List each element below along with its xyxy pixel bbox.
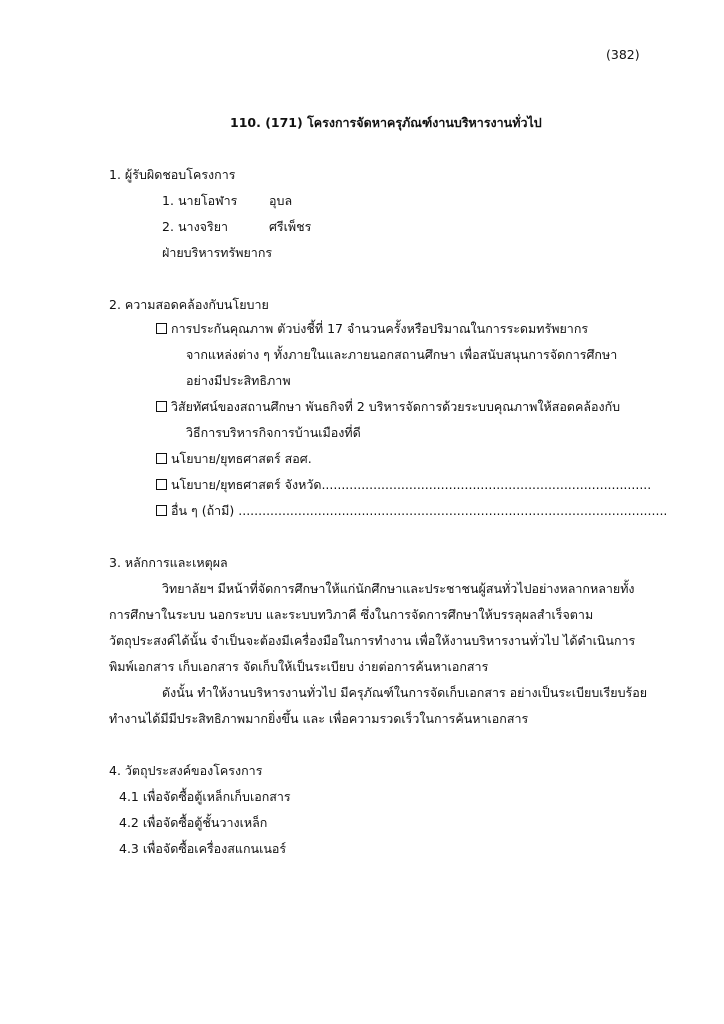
checkbox-ovec-policy[interactable]: [156, 453, 312, 466]
item1-line1: การประกันคุณภาพ ตัวบ่งชี้ที่ 17 จำนวนครั้งหรือปริมาณในการระดมทรัพยากร: [171, 321, 589, 336]
item4-label: นโยบาย/ยุทธศาสตร์ จังหวัด...................................................................................: [171, 477, 652, 492]
department: ฝ่ายบริหารทรัพยากร: [162, 245, 273, 260]
objective-item-3: 4.3 เพื่อจัดซื้อเครื่องสแกนเนอร์: [119, 841, 287, 856]
person1-surname: อุบล: [269, 193, 293, 208]
item1-line3: อย่างมีประสิทธิภาพ: [186, 373, 291, 388]
item2-line2: วิธีการบริหารกิจการบ้านเมืองที่ดี: [186, 425, 361, 440]
item2-line1: วิสัยทัศน์ของสถานศึกษา พันธกิจที่ 2 บริหารจัดการด้วยระบบคุณภาพให้สอดคล้องกับ: [171, 399, 621, 414]
person2-surname: ศรีเพ็ชร: [269, 219, 312, 234]
section4-heading: 4. วัตถุประสงค์ของโครงการ: [109, 763, 263, 778]
checkbox-vision[interactable]: [156, 401, 620, 414]
checkbox-icon: [156, 401, 167, 412]
rationale-line2: การศึกษาในระบบ นอกระบบ และระบบทวิภาคี ซึ่งในการจัดการศึกษาให้บรรลุผลสำเร็จตาม: [109, 607, 594, 622]
checkbox-icon: [156, 323, 167, 334]
section2-heading: 2. ความสอดคล้องกับนโยบาย: [109, 297, 269, 312]
person1-number: 1.: [162, 193, 174, 208]
rationale-line6: ทำงานได้มีมีประสิทธิภาพมากยิ่งขึ้น และ เพื่อความรวดเร็วในการค้นหาเอกสาร: [109, 711, 529, 726]
page-number: (382): [606, 47, 640, 62]
rationale-line3: วัตถุประสงค์ได้นั้น จำเป็นจะต้องมีเครื่องมือในการทำงาน เพื่อให้งานบริหารงานทั่วไป ได้ดำเนินการ: [109, 633, 636, 648]
checkbox-quality-assurance[interactable]: [156, 323, 588, 336]
page-title: 110. (171) โครงการจัดหาครุภัณฑ์งานบริหารงานทั่วไป: [230, 115, 542, 130]
person2-name: นางจริยา: [178, 219, 229, 234]
rationale-line4: พิมพ์เอกสาร เก็บเอกสาร จัดเก็บให้เป็นระเบียบ ง่ายต่อการค้นหาเอกสาร: [109, 659, 489, 674]
checkbox-icon: [156, 453, 167, 464]
section3-heading: 3. หลักการและเหตุผล: [109, 555, 228, 570]
objective-item-2: 4.2 เพื่อจัดซื้อตู้ชั้นวางเหล็ก: [119, 815, 268, 830]
item5-label: อื่น ๆ (ถ้ามี) ............................................................................................................: [171, 503, 668, 518]
item1-line2: จากแหล่งต่าง ๆ ทั้งภายในและภายนอกสถานศึกษา เพื่อสนับสนุนการจัดการศึกษา: [186, 347, 618, 362]
person1-name: นายโอฬาร: [178, 193, 238, 208]
checkbox-province-policy[interactable]: [156, 479, 651, 492]
objective-item-1: 4.1 เพื่อจัดซื้อตู้เหล็กเก็บเอกสาร: [119, 789, 291, 804]
rationale-line5: ดังนั้น ทำให้งานบริหารงานทั่วไป มีครุภัณฑ์ในการจัดเก็บเอกสาร อย่างเป็นระเบียบเรียบร้อย: [162, 685, 648, 700]
checkbox-icon: [156, 505, 167, 516]
checkbox-icon: [156, 479, 167, 490]
checkbox-other[interactable]: [156, 505, 667, 518]
item3-label: นโยบาย/ยุทธศาสตร์ สอศ.: [171, 451, 312, 466]
section1-heading: 1. ผู้รับผิดชอบโครงการ: [109, 167, 236, 182]
rationale-line1: วิทยาลัยฯ มีหน้าที่จัดการศึกษาให้แก่นักศึกษาและประชาชนผู้สนทั่วไปอย่างหลากหลายทั้ง: [162, 581, 635, 596]
person2-number: 2.: [162, 219, 174, 234]
